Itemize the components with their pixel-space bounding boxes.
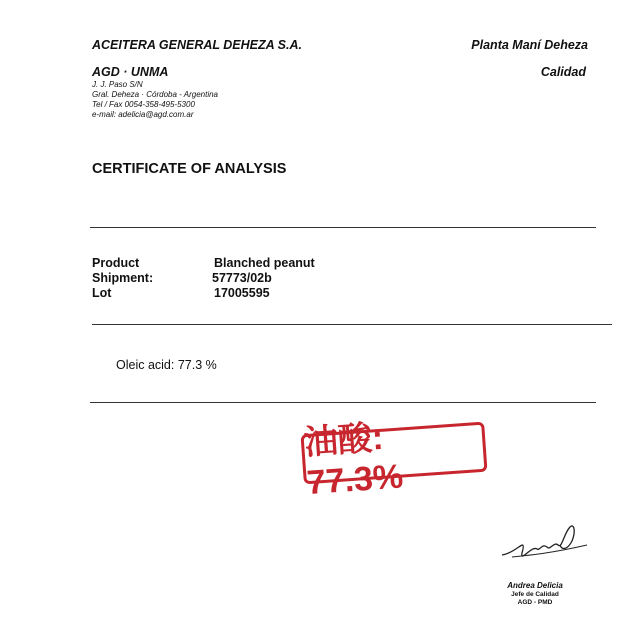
divider bbox=[90, 227, 596, 228]
product-label: Product bbox=[92, 256, 140, 270]
lot-value: 17005595 bbox=[214, 286, 270, 300]
oleic-acid-stamp: 油酸: 77.3% bbox=[300, 422, 487, 485]
signature-image bbox=[492, 515, 592, 575]
shipment-label: Shipment: bbox=[92, 271, 154, 285]
signer-role: Jefe de Calidad bbox=[511, 590, 559, 598]
oleic-acid-result: Oleic acid: 77.3 % bbox=[116, 358, 217, 372]
email-line: e-mail: adelicia@agd.com.ar bbox=[92, 110, 194, 119]
address-line: Tel / Fax 0054-358-495-5300 bbox=[92, 100, 195, 109]
signer-block bbox=[480, 582, 590, 608]
divider bbox=[92, 324, 612, 325]
department-name: Calidad bbox=[540, 65, 586, 79]
document-title: CERTIFICATE OF ANALYSIS bbox=[92, 161, 287, 177]
address-line: J. J. Paso S/N bbox=[92, 80, 143, 89]
plant-name: Planta Maní Deheza bbox=[471, 38, 588, 52]
address-line: Gral. Deheza · Córdoba - Argentina bbox=[92, 90, 218, 99]
lot-label: Lot bbox=[92, 286, 112, 300]
unit-name: AGD · UNMA bbox=[92, 65, 169, 79]
company-name: ACEITERA GENERAL DEHEZA S.A. bbox=[92, 38, 302, 52]
address-block bbox=[92, 80, 218, 120]
signer-unit: AGD - PMD bbox=[517, 599, 553, 606]
product-value: Blanched peanut bbox=[214, 256, 315, 270]
signer-name: Andrea Delicia bbox=[507, 581, 563, 590]
shipment-value: 57773/02b bbox=[212, 271, 272, 285]
divider bbox=[90, 402, 596, 403]
